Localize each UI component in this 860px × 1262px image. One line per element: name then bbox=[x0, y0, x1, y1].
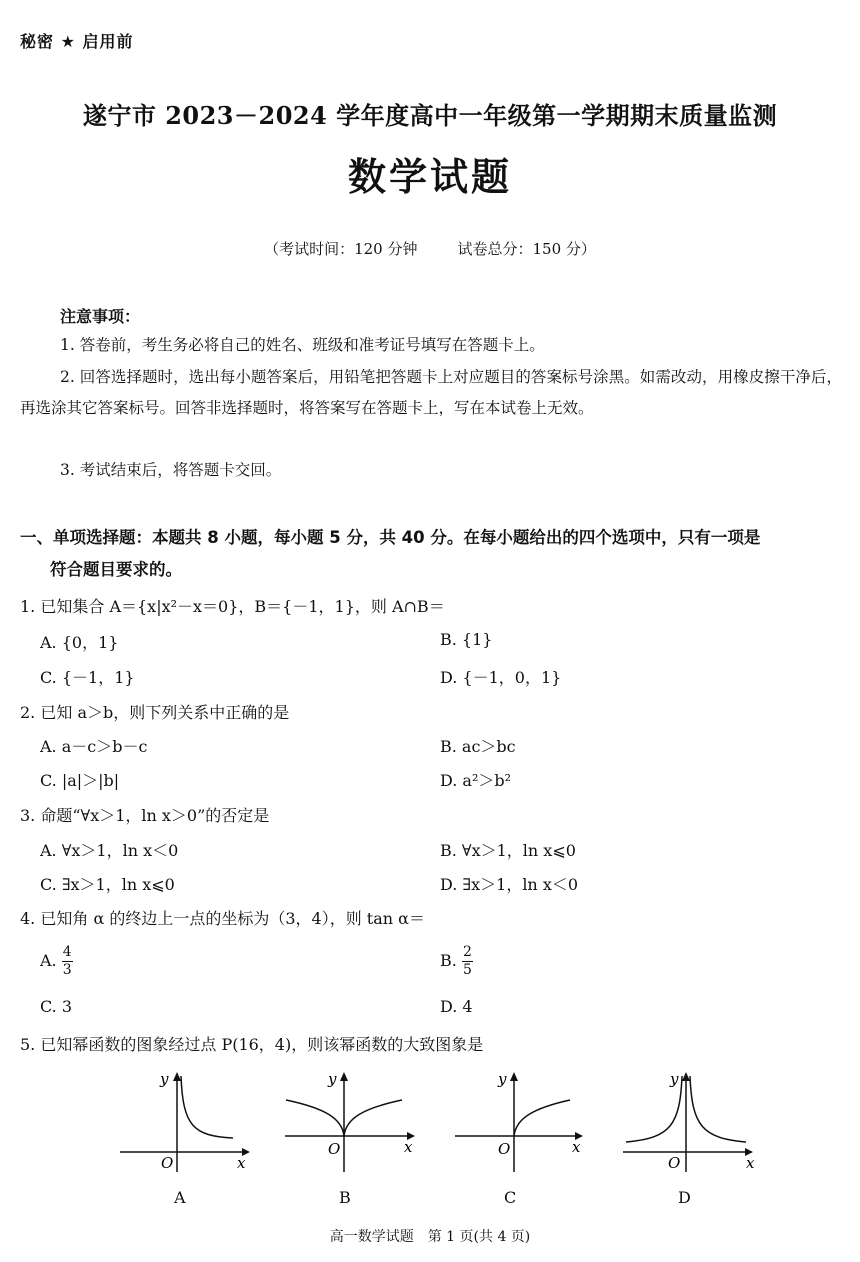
question-5-stem: 5. 已知幂函数的图象经过点 P(16，4)，则该幂函数的大致图象是 bbox=[20, 1035, 484, 1054]
question-2-stem: 2. 已知 a＞b，则下列关系中正确的是 bbox=[20, 703, 290, 722]
question-3-option-b: B. ∀x＞1，ln x⩽0 bbox=[440, 841, 576, 860]
curve-right bbox=[690, 1076, 746, 1142]
exam-info bbox=[0, 238, 860, 259]
question-3-option-a: A. ∀x＞1，ln x＜0 bbox=[40, 841, 179, 860]
question-1-option-c: C. {－1，1} bbox=[40, 668, 135, 687]
fraction bbox=[462, 944, 473, 979]
x-label: x bbox=[572, 1138, 581, 1156]
question-4-stem: 4. 已知角 α 的终边上一点的坐标为（3，4），则 tan α＝ bbox=[20, 909, 425, 928]
graph-d bbox=[618, 1066, 763, 1176]
question-4-option-d: D. 4 bbox=[440, 997, 473, 1016]
question-4-option-b bbox=[440, 944, 473, 979]
y-label: y bbox=[670, 1070, 679, 1088]
question-3-option-d: D. ∃x＞1，ln x＜0 bbox=[440, 875, 579, 894]
y-axis-arrow bbox=[173, 1072, 181, 1081]
confidential-label: 秘密 ★ 启用前 bbox=[20, 32, 134, 51]
question-4-option-a bbox=[40, 944, 73, 979]
y-label: y bbox=[160, 1070, 169, 1088]
graph-b bbox=[280, 1066, 420, 1176]
x-label: x bbox=[237, 1154, 246, 1172]
question-3-stem: 3. 命题“∀x＞1，ln x＞0”的否定是 bbox=[20, 806, 270, 825]
y-axis-arrow bbox=[510, 1072, 518, 1081]
x-label: x bbox=[746, 1154, 755, 1172]
numerator: 4 bbox=[62, 944, 72, 960]
graph-d-label: D bbox=[678, 1188, 691, 1207]
curve bbox=[514, 1100, 570, 1136]
graph-b-label: B bbox=[339, 1188, 351, 1207]
denominator: 3 bbox=[62, 962, 72, 978]
origin-label: O bbox=[161, 1154, 174, 1172]
fraction bbox=[62, 944, 73, 979]
notice-title: 注意事项： bbox=[60, 307, 141, 326]
exam-title: 遂宁市 2023－2024 学年度高中一年级第一学期期末质量监测 bbox=[82, 101, 778, 130]
y-label: y bbox=[328, 1070, 337, 1088]
graph-c bbox=[450, 1066, 590, 1176]
question-1-option-b: B. {1} bbox=[440, 630, 493, 649]
x-label: x bbox=[404, 1138, 413, 1156]
denominator: 5 bbox=[462, 962, 472, 978]
curve bbox=[181, 1076, 233, 1138]
notice-item-3: 3. 考试结束后，将答题卡交回。 bbox=[60, 461, 282, 479]
graph-c-label: C bbox=[504, 1188, 517, 1207]
exam-total-score: 试卷总分：150 分） bbox=[457, 240, 596, 258]
section-heading-line2: 符合题目要求的。 bbox=[50, 560, 182, 579]
question-1-stem: 1. 已知集合 A＝{x|x²－x＝0}，B＝{－1，1}，则 A∩B＝ bbox=[20, 597, 445, 616]
question-1-option-d: D. {－1，0，1} bbox=[440, 668, 562, 687]
graph-a-label: A bbox=[174, 1188, 186, 1207]
option-a-prefix: A. bbox=[40, 951, 57, 970]
question-2-option-b: B. ac＞bc bbox=[440, 737, 516, 756]
origin-label: O bbox=[498, 1140, 511, 1158]
graph-a bbox=[115, 1066, 255, 1176]
subject-title: 数学试题 bbox=[347, 154, 512, 199]
origin-label: O bbox=[668, 1154, 681, 1172]
notice-item-1: 1. 答卷前，考生务必将自己的姓名、班级和准考证号填写在答题卡上。 bbox=[60, 336, 545, 354]
question-2-option-d: D. a²＞b² bbox=[440, 771, 512, 790]
section-heading-line1: 一、单项选择题：本题共 8 小题，每小题 5 分，共 40 分。在每小题给出的四个选项中，只有一项是 bbox=[20, 528, 761, 547]
y-axis-arrow bbox=[682, 1072, 690, 1081]
page-footer: 高一数学试题 第 1 页(共 4 页) bbox=[329, 1229, 531, 1245]
question-1-option-a: A. {0，1} bbox=[40, 633, 119, 652]
curve-left bbox=[286, 1100, 344, 1136]
y-axis-arrow bbox=[340, 1072, 348, 1081]
question-2-option-c: C. |a|＞|b| bbox=[40, 771, 120, 790]
question-3-option-c: C. ∃x＞1，ln x⩽0 bbox=[40, 875, 175, 894]
y-label: y bbox=[498, 1070, 507, 1088]
numerator: 2 bbox=[462, 944, 472, 960]
section-heading bbox=[20, 522, 842, 586]
question-4-option-c: C. 3 bbox=[40, 997, 73, 1016]
option-b-prefix: B. bbox=[440, 951, 457, 970]
question-2-option-a: A. a－c＞b－c bbox=[40, 737, 148, 756]
origin-label: O bbox=[328, 1140, 341, 1158]
notice-item-2: 2. 回答选择题时，选出每小题答案后，用铅笔把答题卡上对应题目的答案标号涂黑。如需改动，用橡皮擦干净后，再选涂其它答案标号。回答非选择题时，将答案写在答题卡上，写在本试卷上无效。 bbox=[20, 368, 842, 417]
curve-right bbox=[344, 1100, 402, 1136]
exam-time: （考试时间：120 分钟 bbox=[264, 240, 418, 258]
